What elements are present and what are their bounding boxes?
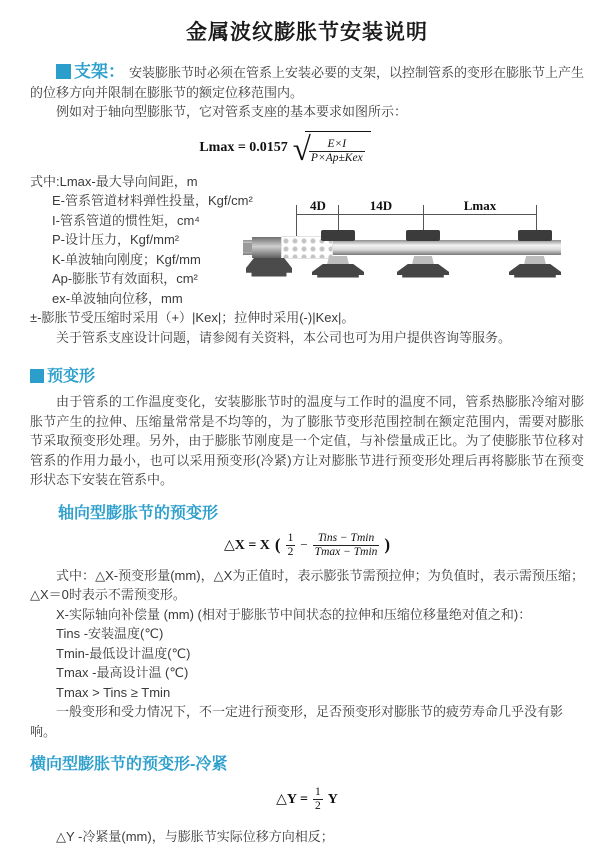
guide-base: [397, 264, 449, 278]
axial-note-line: 式中：△X-预变形量(mm)，△X为正值时，表示膨张节需预拉伸；为负值时，表示需预压缩；△X＝0时表示不需预变形。: [30, 567, 584, 602]
sqrt-radical: [292, 131, 371, 168]
formula-fraction: [309, 138, 365, 165]
dimension-tick: [423, 205, 424, 232]
formula-rhs: Y: [327, 791, 338, 807]
sqrt-sign-glyph: √: [292, 131, 311, 168]
axial-note-line: Tmin-最低设计温度(℃): [56, 645, 191, 661]
guide-neck: [412, 256, 434, 265]
lateral-coldpull-formula: [30, 786, 584, 813]
fraction-numerator: 1: [314, 786, 321, 798]
guide-cap: [518, 230, 552, 241]
page-title: 金属波纹膨胀节安装说明: [186, 21, 428, 44]
axial-predeform-formula: [30, 532, 584, 559]
dimension-line: [296, 214, 536, 215]
support-example-line: 例如对于轴向型膨胀节，它对管系支座的基本要求如图所示：: [56, 104, 408, 119]
support-intro-text: 安装膨胀节时必须在管系上安装必要的支架，以控制管系的变形在膨胀节上产生的位移方向并限制在膨胀节的额定位移范围内。: [30, 65, 585, 100]
anchor-stub-graphic: [243, 243, 252, 252]
guide-neck: [524, 256, 546, 265]
support-note-line: 关于管系支座设计问题，请参阅有关资料，本公司也可为用户提供咨询等服务。: [56, 329, 512, 345]
lateral-note-line: △Y -冷紧量(mm)，与膨胀节实际位移方向相反；: [56, 829, 334, 844]
variable-line: K-单波轴向刚度；Kgf/mm: [52, 251, 201, 267]
axial-note-line: X-实际轴向补偿量 (mm) (相对于膨胀节中间状态的拉伸和压缩位移量绝对值之和)：: [56, 606, 532, 622]
dimension-tick: [536, 205, 537, 232]
predeform-paragraph: 由于管系的工作温度变化，安装膨胀节时的温度与工作时的温度不同，管系热膨胀冷缩对膨胀节产生的拉伸、压缩量常常是不均等的，为了膨胀节变形范围控制在额定范围内，需要对膨胀节采取预变形处理。另外，由于膨胀节刚度是一个定值，与补偿量成正比。为了使膨胀节位移对管系的作用力最小，也可以采用预变形(冷紧)方让对膨胀节进行预变形处理后再将膨胀节在预变形状态下安装在管系中。: [30, 394, 584, 487]
section-marker-icon: [30, 369, 44, 383]
fraction-numerator: Tins − Tmin: [317, 531, 375, 544]
pipe-guide-support: [509, 230, 561, 278]
dim-label-lmax: Lmax: [426, 199, 534, 213]
fraction-denominator: 2: [287, 545, 294, 558]
dimension-tick: [296, 205, 297, 237]
formula-lhs: △Y =: [276, 792, 308, 807]
formula-lhs: Lmax = 0.0157: [199, 139, 288, 155]
anchor-base-graphic: [246, 258, 292, 277]
temperature-fraction: [313, 532, 380, 559]
variable-line: E-管系管道材料弹性投量，Kgf/cm²: [52, 193, 253, 208]
minus-operator: −: [300, 537, 308, 552]
lateral-subsection-heading: 横向型膨胀节的预变形-冷紧: [30, 756, 228, 773]
axial-note-line: Tins -安装温度(℃): [56, 626, 164, 641]
formula-lhs: △X = X: [223, 537, 270, 553]
anchor-block-graphic: [252, 237, 281, 258]
variable-line: ±-膨胀节受压缩时采用（+）|Kex|；拉伸时采用(-)|Kex|。: [30, 310, 355, 325]
fraction-denominator: P×Ap±Kex: [310, 151, 363, 164]
pipe-guide-support: [312, 230, 364, 278]
guide-base: [312, 264, 364, 278]
variable-line: ex-单波轴向位移，mm: [52, 290, 183, 306]
axial-note-line: Tmax > Tins ≥ Tmin: [56, 684, 171, 700]
dim-label-4d: 4D: [299, 199, 337, 213]
axial-note-line: Tmax -最高设计温 (℃): [56, 665, 189, 680]
guide-spacing-formula: [8, 131, 562, 168]
guide-neck: [327, 256, 349, 265]
axial-subsection-heading: 轴向型膨胀节的预变形: [58, 504, 219, 522]
fraction-numerator: E×I: [327, 137, 347, 150]
close-paren: ): [384, 535, 391, 554]
variables-and-diagram: [30, 172, 584, 348]
support-intro-paragraph: [30, 62, 584, 102]
guide-base: [509, 264, 561, 278]
variable-line: P-设计压力，Kgf/mm²: [52, 232, 180, 247]
section-marker-icon: [56, 64, 71, 79]
variable-line: Ap-膨胀节有效面积，cm²: [52, 271, 198, 286]
pipe-support-diagram: [243, 197, 565, 300]
one-half-fraction: [286, 532, 296, 559]
variable-line: I-管系管道的惯性矩，cm⁴: [52, 212, 200, 228]
fraction-denominator: 2: [314, 800, 321, 812]
axial-note-line: 一般变形和受力情况下，不一定进行预变形，足否预变形对膨胀节的疲劳寿命几乎没有影响。: [30, 704, 564, 739]
open-paren: (: [274, 535, 281, 554]
pipe-guide-support: [397, 230, 449, 278]
axial-notes: [30, 566, 584, 742]
dimension-tick: [338, 205, 339, 232]
one-half-fraction: [313, 786, 323, 813]
predeform-section-heading: 预变形: [47, 368, 96, 385]
guide-cap: [406, 230, 440, 241]
sqrt-content: [305, 131, 371, 165]
dim-label-14d: 14D: [341, 199, 421, 213]
fraction-denominator: Tmax − Tmin: [314, 545, 378, 558]
fraction-numerator: 1: [287, 531, 294, 544]
variable-line: 式中:Lmax-最大导向间距，m: [30, 173, 198, 189]
support-section-heading: 支架：: [74, 62, 125, 81]
predeform-heading-row: [30, 363, 584, 386]
guide-cap: [321, 230, 355, 241]
